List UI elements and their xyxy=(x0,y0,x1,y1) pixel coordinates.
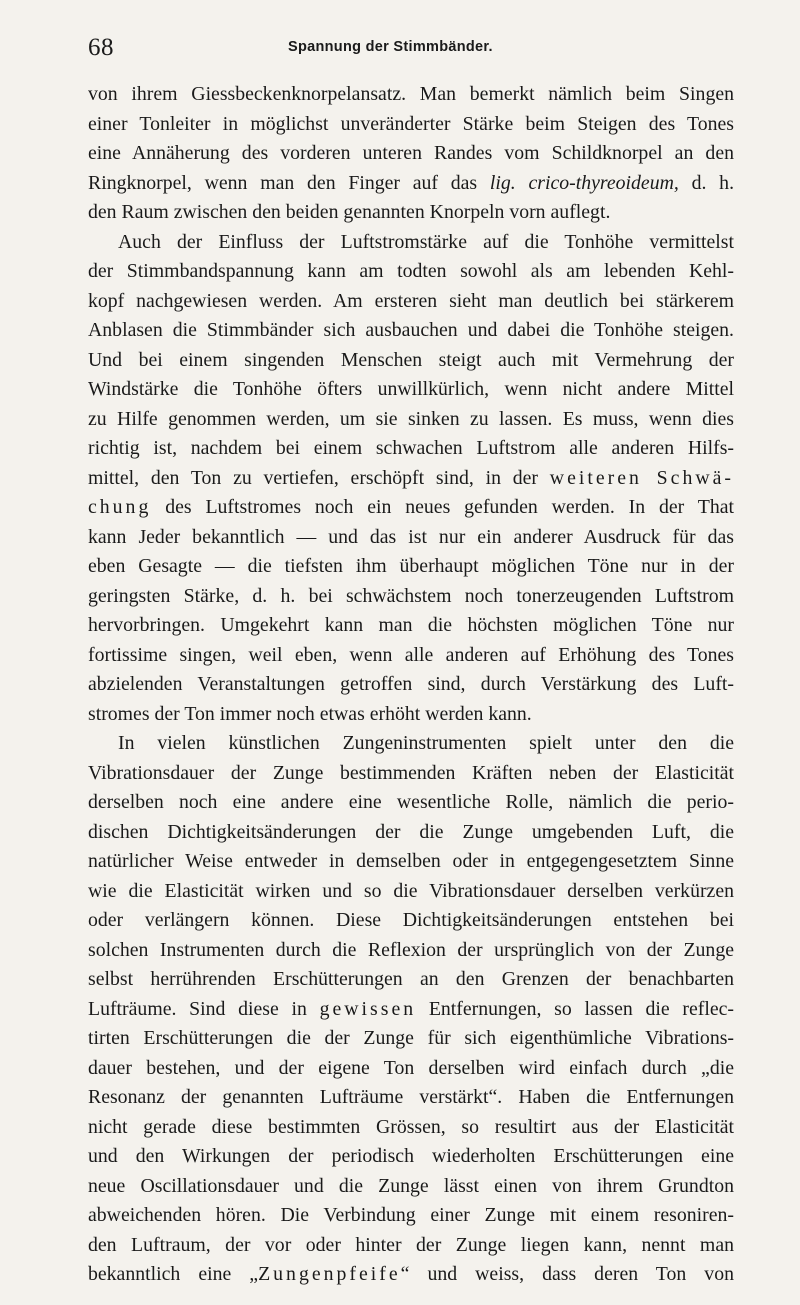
text-line xyxy=(88,611,734,641)
italic-term: lig. crico-thyreoideum, xyxy=(489,171,679,194)
text-segment: zu Hilfe genommen werden, um sie sinken zu lassen. Es muss, wenn dies xyxy=(88,407,734,430)
text-segment: kopf nachgewiesen werden. Am ersteren sieht man deutlich bei stärkerem xyxy=(88,289,734,312)
spaced-emphasis: weiteren Schwä- xyxy=(549,466,734,489)
text-segment: richtig ist, nachdem bei einem schwachen Luftstrom alle anderen Hilfs- xyxy=(88,437,734,459)
text-line xyxy=(88,1024,734,1054)
text-line xyxy=(88,877,734,907)
text-segment: natürlicher Weise entweder in demselben oder in entgegengesetztem Sinne xyxy=(88,850,734,872)
page-header xyxy=(88,34,728,64)
text-line xyxy=(88,729,734,759)
page-number: 68 xyxy=(88,34,114,61)
body-text xyxy=(88,80,734,1290)
text-line xyxy=(88,287,734,317)
text-segment: eben Gesagte — die tiefsten ihm überhaupt möglichen Töne nur in der xyxy=(88,555,734,577)
text-segment: und den Wirkungen der periodisch wiederholten Erschütterungen eine xyxy=(88,1145,734,1167)
text-line xyxy=(88,1113,734,1143)
text-segment: Lufträume. Sind diese in xyxy=(88,997,320,1020)
spaced-emphasis: chung xyxy=(88,496,152,518)
text-segment: dauer bestehen, und der eigene Ton derselben wird einfach durch „die xyxy=(88,1056,734,1079)
text-line xyxy=(88,1142,734,1172)
text-segment: mittel, den Ton zu vertiefen, erschöpft sind, in der xyxy=(88,466,550,489)
text-line xyxy=(88,139,734,169)
text-line xyxy=(88,464,734,494)
text-segment: d. h. xyxy=(678,171,734,194)
text-line xyxy=(88,818,734,848)
text-line xyxy=(88,405,734,435)
text-segment: fortissime singen, weil eben, wenn alle anderen auf Erhöhung des Tones xyxy=(88,643,734,666)
text-segment: “ und weiss, dass deren Ton von xyxy=(400,1263,734,1285)
text-line xyxy=(88,1054,734,1084)
text-segment: Auch der Einfluss der Luftstromstärke auf die Tonhöhe vermittelst xyxy=(118,230,734,253)
text-line xyxy=(88,346,734,376)
text-line xyxy=(88,1231,734,1261)
text-line xyxy=(88,228,734,258)
text-line xyxy=(88,434,734,464)
text-segment: den Luftraum, der vor oder hinter der Zunge liegen kann, nennt man xyxy=(88,1233,734,1256)
text-segment: Vibrationsdauer der Zunge bestimmenden Kräften neben der Elasticität xyxy=(88,761,734,784)
text-line xyxy=(88,759,734,789)
text-segment: kann Jeder bekanntlich — und das ist nur ein anderer Ausdruck für das xyxy=(88,525,734,548)
text-line xyxy=(88,110,734,140)
text-line xyxy=(88,847,734,877)
text-line xyxy=(88,316,734,346)
text-line xyxy=(88,641,734,671)
text-segment: abweichenden hören. Die Verbindung einer Zunge mit einem resoniren- xyxy=(88,1204,734,1226)
text-segment: wie die Elasticität wirken und so die Vibrationsdauer derselben verkürzen xyxy=(88,879,734,902)
running-head: Spannung der Stimmbänder. xyxy=(288,39,493,55)
text-line xyxy=(88,198,734,228)
text-segment: derselben noch eine andere eine wesentliche Rolle, nämlich die perio- xyxy=(88,791,734,813)
text-line xyxy=(88,700,734,730)
text-segment: bekanntlich eine „ xyxy=(88,1263,259,1285)
text-line xyxy=(88,670,734,700)
text-segment: von ihrem Giessbeckenknorpelansatz. Man bemerkt nämlich beim Singen xyxy=(88,83,734,105)
text-segment: Anblasen die Stimmbänder sich ausbauchen und dabei die Tonhöhe steigen. xyxy=(88,319,734,341)
text-line xyxy=(88,582,734,612)
text-segment: eine Annäherung des vorderen unteren Randes vom Schildknorpel an den xyxy=(88,142,734,164)
text-segment: neue Oscillationsdauer und die Zunge lässt einen von ihrem Grundton xyxy=(88,1174,734,1197)
text-segment: geringsten Stärke, d. h. bei schwächstem noch tonerzeugenden Luftstrom xyxy=(88,584,734,607)
text-line xyxy=(88,995,734,1025)
text-line xyxy=(88,523,734,553)
text-line xyxy=(88,80,734,110)
text-segment: den Raum zwischen den beiden genannten Knorpeln vorn auflegt. xyxy=(88,201,611,223)
text-line xyxy=(88,965,734,995)
text-segment: Ringknorpel, wenn man den Finger auf das xyxy=(88,171,490,194)
text-line xyxy=(88,493,734,523)
text-segment: oder verlängern können. Diese Dichtigkeitsänderungen entstehen bei xyxy=(88,909,734,931)
text-segment: der Stimmbandspannung kann am todten sowohl als am lebenden Kehl- xyxy=(88,260,734,282)
text-line xyxy=(88,788,734,818)
text-segment: Und bei einem singenden Menschen steigt auch mit Vermehrung der xyxy=(88,348,734,371)
text-line xyxy=(88,257,734,287)
text-line xyxy=(88,1260,734,1290)
text-segment: nicht gerade diese bestimmten Grössen, so resultirt aus der Elasticität xyxy=(88,1115,734,1138)
text-segment: hervorbringen. Umgekehrt kann man die höchsten möglichen Töne nur xyxy=(88,614,734,636)
text-line xyxy=(88,1172,734,1202)
text-line xyxy=(88,169,734,199)
text-segment: solchen Instrumenten durch die Reflexion der ursprünglich von der Zunge xyxy=(88,938,734,961)
text-segment: dischen Dichtigkeitsänderungen der die Zunge umgebenden Luft, die xyxy=(88,820,734,843)
text-segment: Windstärke die Tonhöhe öfters unwillkürlich, wenn nicht andere Mittel xyxy=(88,378,734,400)
text-segment: stromes der Ton immer noch etwas erhöht werden kann. xyxy=(88,702,532,725)
text-line xyxy=(88,375,734,405)
spaced-emphasis: Zungenpfeife xyxy=(258,1263,401,1285)
spaced-emphasis: gewissen xyxy=(319,997,417,1020)
text-line xyxy=(88,906,734,936)
text-segment: Entfernungen, so lassen die reflec- xyxy=(416,997,734,1020)
text-segment: abzielenden Veranstaltungen getroffen sind, durch Verstärkung des Luft- xyxy=(88,673,734,695)
text-line xyxy=(88,1201,734,1231)
text-segment: tirten Erschütterungen die der Zunge für sich eigenthümliche Vibrations- xyxy=(88,1027,734,1049)
text-segment: Resonanz der genannten Lufträume verstärkt“. Haben die Entfernungen xyxy=(88,1086,734,1108)
text-segment: des Luftstromes noch ein neues gefunden werden. In der That xyxy=(151,496,734,518)
text-line xyxy=(88,936,734,966)
text-segment: einer Tonleiter in möglichst unveränderter Stärke beim Steigen des Tones xyxy=(88,112,734,135)
text-line xyxy=(88,1083,734,1113)
text-segment: In vielen künstlichen Zungeninstrumenten spielt unter den die xyxy=(118,732,734,754)
text-segment: selbst herrührenden Erschütterungen an den Grenzen der benachbarten xyxy=(88,968,734,990)
text-line xyxy=(88,552,734,582)
